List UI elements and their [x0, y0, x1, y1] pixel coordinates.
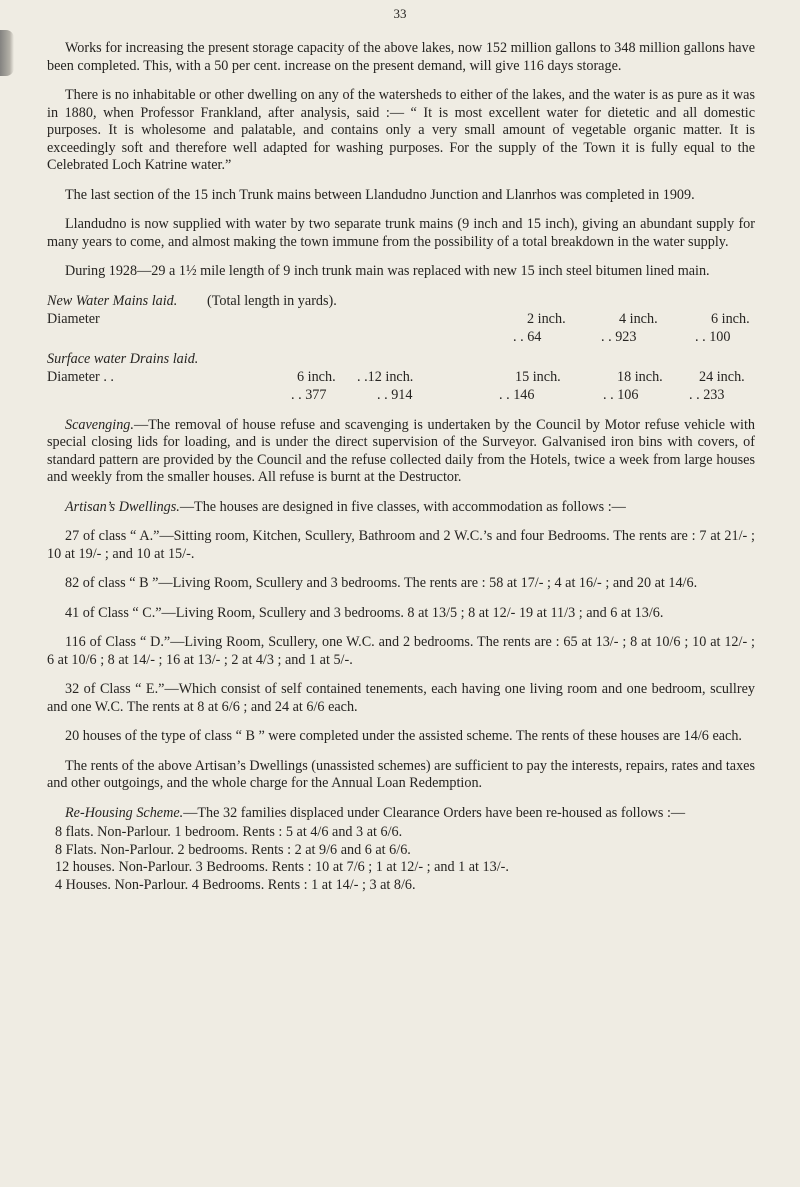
- paragraph-storage: Works for increasing the present storage capacity of the above lakes, now 152 million gallons to 348 million gallons have been completed. This, with a 50 per cent. increase on the present demand, will give 116 days storage.: [47, 40, 755, 74]
- mains-length-cell: . . 64: [513, 328, 542, 345]
- paragraph-scavenging: [47, 417, 755, 487]
- rehousing-row: 4 Houses. Non-Parlour. 4 Bedrooms. Rents : 1 at 14/- ; 3 at 8/6.: [55, 876, 416, 893]
- drains-size-cell: 24 inch.: [699, 368, 745, 385]
- class-d-paragraph: 116 of Class “ D.”—Living Room, Scullery, one W.C. and 2 bedrooms. The rents are : 65 at 13/- ; 8 at 10/6 ; 10 at 12/- ; 6 at 10/6 ; 8 at 14/- ; 16 at 13/- ; 2 at 4/3 ; and 1 at 5/-.: [47, 634, 755, 668]
- paragraph-artisan: [47, 499, 755, 517]
- water-mains-subtitle: (Total length in yards).: [207, 292, 337, 309]
- mains-size-cell: 2 inch.: [527, 310, 566, 327]
- mains-size-cell: 6 inch.: [711, 310, 750, 327]
- artisan-label: Artisan’s Dwellings.: [65, 498, 180, 515]
- drains-title: Surface water Drains laid.: [47, 350, 199, 367]
- water-mains-heading: [47, 293, 755, 311]
- water-mains-diameter-label: Diameter: [47, 310, 100, 327]
- drains-table: [47, 351, 755, 405]
- drains-heading: [47, 351, 755, 369]
- assisted-scheme-paragraph: 20 houses of the type of class “ B ” were completed under the assisted scheme. The rents of these houses are 14/6 each.: [65, 728, 742, 744]
- artisan-text: —The houses are designed in five classes, with accommodation as follows :—: [179, 498, 626, 515]
- drains-size-row: [47, 369, 755, 387]
- drains-length-cell: . . 914: [377, 386, 413, 403]
- drains-length-cell: . . 146: [499, 386, 535, 403]
- rents-paragraph: The rents of the above Artisan’s Dwellings (unassisted schemes) are sufficient to pay the interests, repairs, rates and taxes and other outgoings, and the whole charge for the Annual Loan Redemption.: [47, 757, 755, 791]
- drains-size-cell: 18 inch.: [617, 368, 663, 385]
- rehousing-row: 8 flats. Non-Parlour. 1 bedroom. Rents : 5 at 4/6 and 3 at 6/6.: [55, 824, 403, 840]
- paragraph-replacement: During 1928—29 a 1½ mile length of 9 inch trunk main was replaced with new 15 inch steel bitumen lined main.: [65, 263, 710, 279]
- page-body: [47, 40, 755, 894]
- rehousing-list: [55, 824, 755, 894]
- water-mains-size-row: [47, 311, 755, 329]
- paragraph-rehousing: [47, 805, 755, 823]
- mains-length-cell: . . 923: [601, 328, 637, 345]
- paragraph-supply: Llandudno is now supplied with water by two separate trunk mains (9 inch and 15 inch), giving an abundant supply for many years to come, and almost making the town immune from the possibility of a total breakdown in the water supply.: [47, 216, 755, 250]
- paragraph-trunk-mains: The last section of the 15 inch Trunk mains between Llandudno Junction and Llanrhos was completed in 1909.: [65, 186, 695, 203]
- drains-length-cell: . . 233: [689, 386, 725, 403]
- binding-shadow: [0, 30, 14, 76]
- rehousing-label: Re-Housing Scheme.: [65, 804, 184, 821]
- water-mains-title: New Water Mains laid.: [47, 292, 178, 309]
- drains-diameter-label: Diameter . .: [47, 368, 114, 385]
- drains-length-row: [47, 387, 755, 405]
- paragraph-water-purity: There is no inhabitable or other dwelling on any of the watersheds to either of the lakes, and the water is as pure as it was in 1880, when Professor Frankland, after analysis, said :— “ It is most excellent water for dietetic and all domestic purposes. It is wholesome and palatable, and contains only a very small amount of vegetable organic matter. It is exceedingly soft and therefore well adapted for washing purposes. For the supply of the Town it is fully equal to the Celebrated Loch Katrine water.”: [47, 87, 755, 173]
- drains-length-cell: . . 377: [291, 386, 327, 403]
- rehousing-row: 8 Flats. Non-Parlour. 2 bedrooms. Rents : 2 at 9/6 and 6 at 6/6.: [55, 841, 411, 858]
- class-a-paragraph: 27 of class “ A.”—Sitting room, Kitchen, Scullery, Bathroom and 2 W.C.’s and four Bedrooms. The rents are : 7 at 21/- ; 10 at 19/- ; and 10 at 15/-.: [47, 528, 755, 562]
- scavenging-label: Scavenging.: [65, 416, 134, 433]
- scavenging-text: —The removal of house refuse and scavenging is undertaken by the Council by Motor refuse vehicle with special closing lids for loading, and is under the direct supervision of the Surveyor. Galvanised iron bins with covers, of standard pattern are provided by the Council and the refuse collected daily from the Hotels, twice a week from large houses and weekly from the smaller houses. All refuse is burnt at the Destructor.: [47, 416, 755, 485]
- drains-size-cell: 15 inch.: [515, 368, 561, 385]
- mains-length-cell: . . 100: [695, 328, 731, 345]
- class-e-paragraph: 32 of Class “ E.”—Which consist of self contained tenements, each having one living room and one bedroom, scullrey and one W.C. The rents at 8 at 6/6 ; and 24 at 6/6 each.: [47, 681, 755, 715]
- page-number: 33: [393, 6, 407, 21]
- rehousing-text: —The 32 families displaced under Clearance Orders have been re-housed as follows :—: [183, 804, 686, 821]
- mains-size-cell: 4 inch.: [619, 310, 658, 327]
- drains-length-cell: . . 106: [603, 386, 639, 403]
- drains-size-cell: 6 inch.: [297, 368, 336, 385]
- rehousing-row: 12 houses. Non-Parlour. 3 Bedrooms. Rents : 10 at 7/6 ; 1 at 12/- ; and 1 at 13/-.: [55, 859, 509, 875]
- water-mains-table: [47, 293, 755, 347]
- class-c-paragraph: 41 of Class “ C.”—Living Room, Scullery and 3 bedrooms. 8 at 13/5 ; 8 at 12/- 19 at 11/3 ; and 6 at 13/6.: [65, 604, 664, 621]
- drains-size-cell: . .12 inch.: [357, 368, 414, 385]
- water-mains-length-row: [47, 329, 755, 347]
- class-b-paragraph: 82 of class “ B ”—Living Room, Scullery and 3 bedrooms. The rents are : 58 at 17/- ; 4 at 16/- ; and 20 at 14/6.: [65, 575, 698, 591]
